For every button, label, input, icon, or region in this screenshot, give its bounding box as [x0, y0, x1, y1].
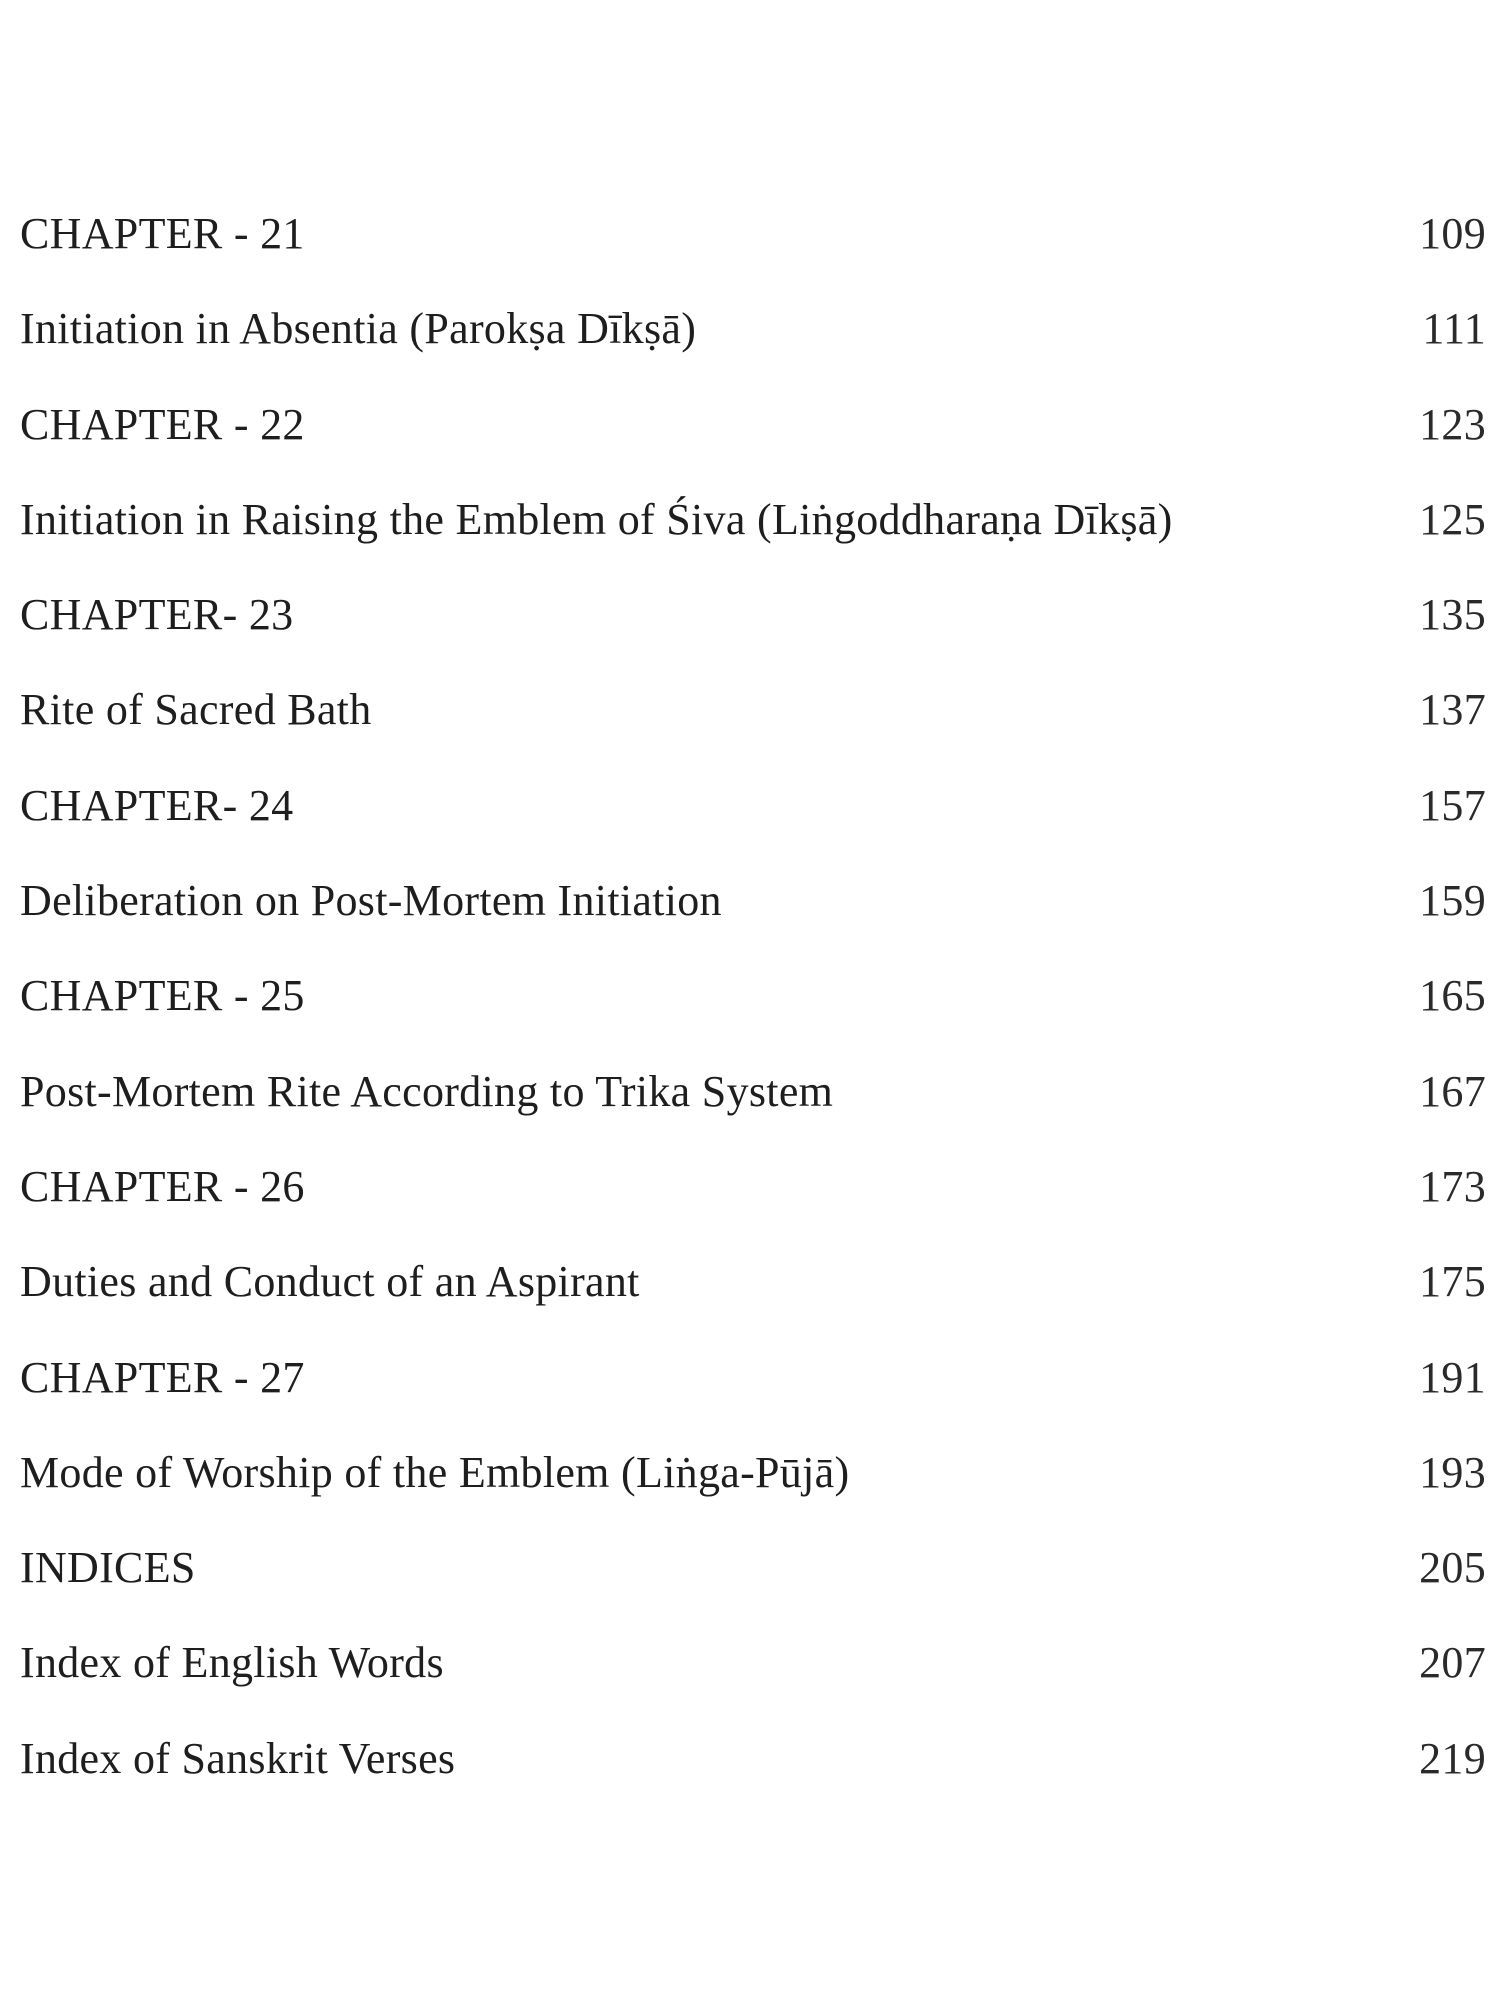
toc-entry-title: Initiation in Absentia (Parokṣa Dīkṣā) [20, 304, 697, 354]
toc-entry-deliberation-post-mortem [0, 865, 1500, 960]
toc-entry-page-number: 157 [1419, 780, 1486, 830]
toc-entry-title: CHAPTER - 26 [20, 1161, 305, 1211]
toc-entry-title: Index of English Words [20, 1638, 444, 1688]
toc-entry-page-number: 191 [1419, 1352, 1486, 1402]
toc-entry-page-number: 193 [1419, 1447, 1486, 1497]
toc-entry-chapter-24 [0, 770, 1500, 865]
toc-entry-post-mortem-rite-trika [0, 1056, 1500, 1151]
toc-entry-initiation-in-absentia [0, 293, 1500, 388]
toc-entry-title: Rite of Sacred Bath [20, 685, 372, 735]
toc-entry-page-number: 219 [1419, 1733, 1486, 1783]
toc-entry-page-number: 111 [1422, 304, 1486, 354]
toc-entry-title: INDICES [20, 1543, 196, 1593]
toc-entry-title: CHAPTER - 21 [20, 209, 305, 258]
table-of-contents [0, 198, 1500, 1818]
toc-entry-page-number: 205 [1419, 1543, 1486, 1593]
toc-entry-title: CHAPTER - 22 [20, 399, 305, 449]
toc-entry-chapter-23 [0, 579, 1500, 674]
toc-entry-page-number: 109 [1419, 209, 1486, 258]
toc-entry-chapter-27 [0, 1342, 1500, 1437]
toc-entry-initiation-raising-emblem [0, 484, 1500, 579]
toc-entry-page-number: 159 [1419, 876, 1486, 926]
toc-entry-title: Deliberation on Post-Mortem Initiation [20, 876, 722, 926]
toc-entry-page-number: 167 [1419, 1066, 1486, 1116]
toc-entry-title: CHAPTER - 27 [20, 1352, 305, 1402]
toc-entry-chapter-26 [0, 1151, 1500, 1246]
toc-entry-title: Duties and Conduct of an Aspirant [20, 1257, 640, 1307]
toc-entry-title: Initiation in Raising the Emblem of Śiva (Liṅgoddharaṇa Dīkṣā) [20, 494, 1173, 544]
toc-entry-page-number: 137 [1419, 685, 1486, 735]
toc-entry-chapter-25 [0, 960, 1500, 1055]
toc-entry-title: Post-Mortem Rite According to Trika System [20, 1066, 834, 1116]
toc-entry-title: CHAPTER- 23 [20, 590, 294, 640]
toc-entry-duties-and-conduct [0, 1246, 1500, 1341]
toc-entry-rite-of-sacred-bath [0, 674, 1500, 769]
toc-entry-page-number: 123 [1419, 399, 1486, 449]
toc-entry-chapter-22 [0, 389, 1500, 484]
toc-entry-page-number: 165 [1419, 971, 1486, 1021]
toc-entry-title: CHAPTER- 24 [20, 780, 294, 830]
toc-entry-index-english-words [0, 1627, 1500, 1722]
toc-entry-page-number: 125 [1419, 494, 1486, 544]
toc-entry-title: CHAPTER - 25 [20, 971, 305, 1021]
toc-entry-page-number: 173 [1419, 1161, 1486, 1211]
toc-entry-page-number: 175 [1419, 1257, 1486, 1307]
toc-entry-index-sanskrit-verses [0, 1723, 1500, 1818]
toc-entry-indices [0, 1532, 1500, 1627]
toc-entry-mode-of-worship [0, 1437, 1500, 1532]
toc-entry-page-number: 207 [1419, 1638, 1486, 1688]
toc-entry-title: Index of Sanskrit Verses [20, 1733, 456, 1783]
toc-entry-page-number: 135 [1419, 590, 1486, 640]
toc-entry-chapter-21 [0, 198, 1500, 293]
toc-entry-title: Mode of Worship of the Emblem (Liṅga-Pūjā) [20, 1447, 850, 1497]
